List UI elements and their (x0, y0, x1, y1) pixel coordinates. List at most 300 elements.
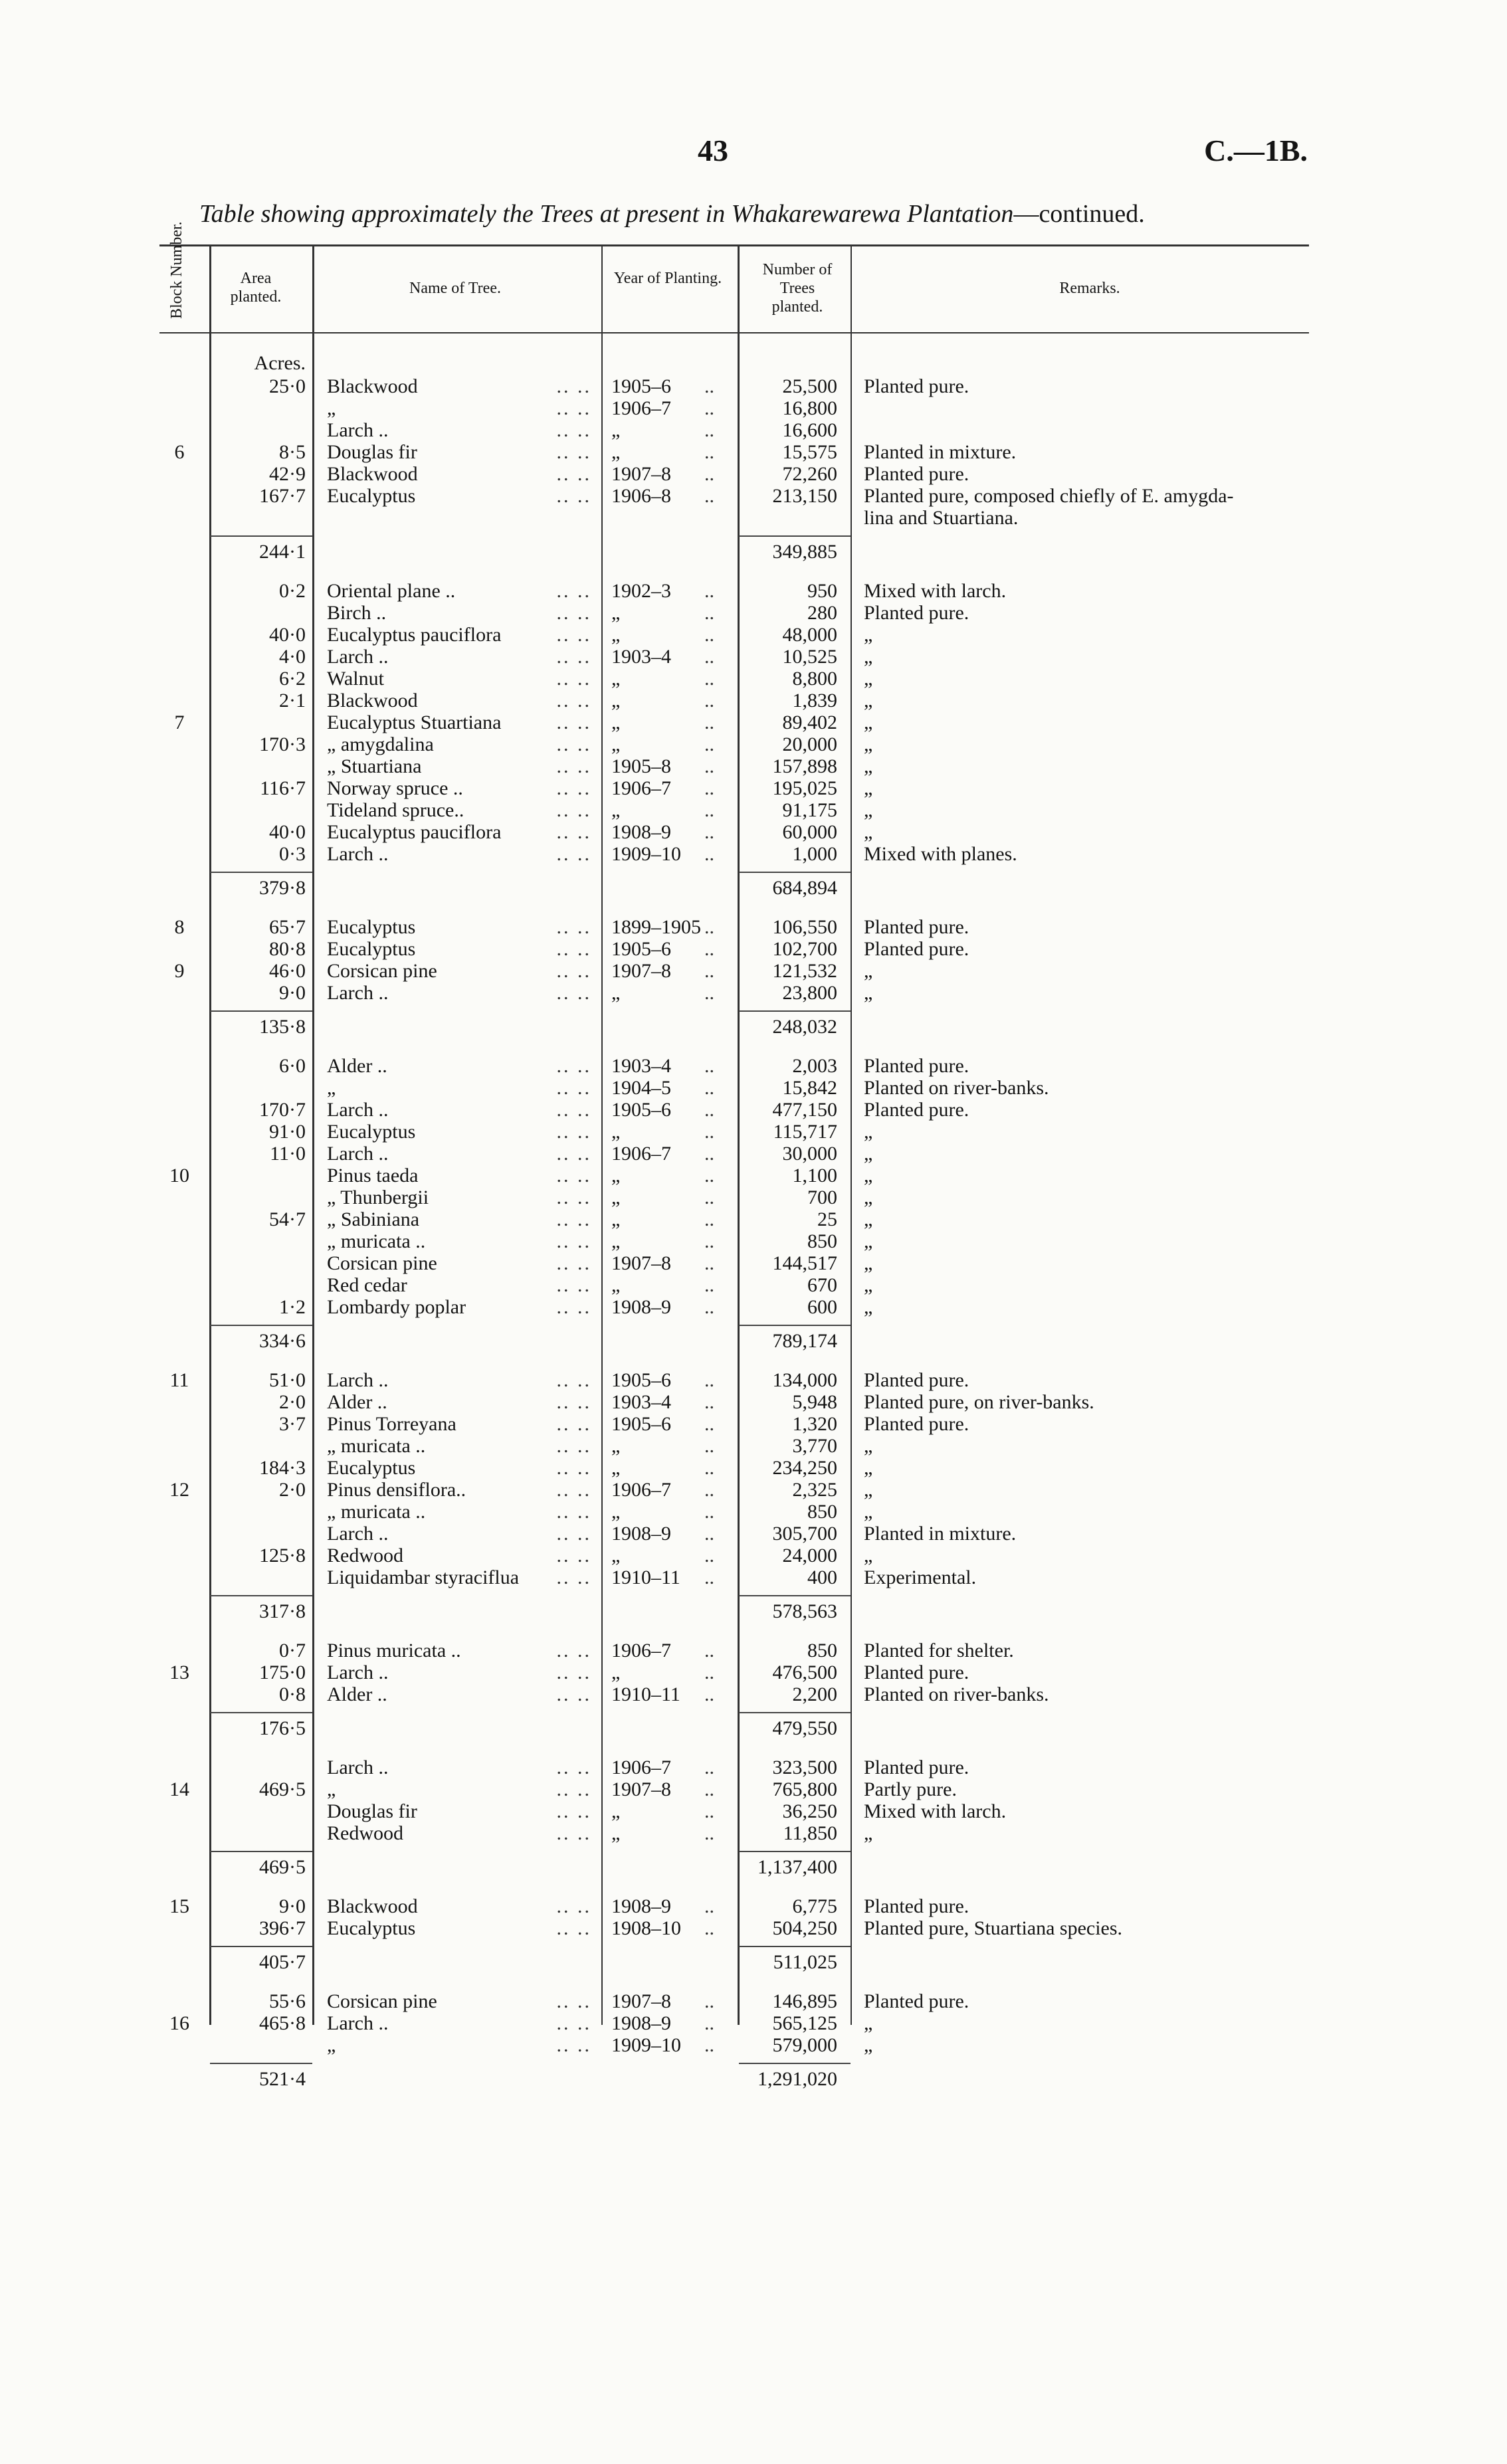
tree-name-cell: Alder .. (327, 1055, 387, 1077)
year-cell: „ (611, 1501, 621, 1523)
trees-count-cell: 10,525 (782, 646, 837, 668)
tree-name-cell: Eucalyptus (327, 1121, 416, 1143)
header-block-number: Block Number. (168, 221, 185, 319)
trees-count-cell: 115,717 (773, 1121, 837, 1143)
year-cell: 1905–6 (611, 1413, 671, 1435)
total-rule-trees (739, 1851, 851, 1852)
leader-dots: .. (704, 982, 714, 1004)
area-cell: 80·8 (269, 938, 306, 960)
table-title (199, 199, 1329, 229)
table-row (0, 938, 1507, 960)
leader-dots: .. (704, 1143, 714, 1165)
leader-dots: .. (704, 1523, 714, 1545)
tree-name-cell: Tideland spruce.. (327, 799, 464, 821)
trees-count-cell: 2,200 (792, 1683, 837, 1705)
tree-name-cell: Larch .. (327, 1369, 389, 1391)
area-cell: 167·7 (259, 485, 306, 507)
area-cell: 65·7 (269, 916, 306, 938)
remarks-cell: „ (864, 1274, 873, 1296)
remarks-cell: Planted pure. (864, 463, 969, 485)
total-trees-count-cell: 1,137,400 (757, 1856, 837, 1878)
leader-dots: .. .. (556, 1252, 591, 1274)
leader-dots: .. .. (556, 2034, 591, 2056)
remarks-cell: Planted pure. (864, 1369, 969, 1391)
table-row (0, 843, 1507, 865)
trees-count-cell: 102,700 (772, 938, 837, 960)
leader-dots: .. (704, 1230, 714, 1252)
block-number-cell: 7 (174, 711, 185, 733)
table-row (0, 982, 1507, 1004)
remarks-cell: „ (864, 2012, 873, 2034)
tree-name-cell: „ (327, 1077, 336, 1099)
tree-name-cell: Eucalyptus pauciflora (327, 624, 502, 646)
total-rule-area (210, 1946, 312, 1947)
leader-dots: .. (704, 441, 714, 463)
trees-count-cell: 25,500 (782, 375, 837, 397)
block-total-row (0, 1856, 1507, 1878)
year-cell: 1899–1905 (611, 916, 701, 938)
tree-name-cell: Walnut (327, 668, 384, 690)
leader-dots: .. (704, 624, 714, 646)
leader-dots: .. (704, 1990, 714, 2012)
year-cell: 1907–8 (611, 1252, 671, 1274)
leader-dots: .. (704, 1055, 714, 1077)
remarks-cell: „ (864, 1208, 873, 1230)
table-row (0, 1457, 1507, 1479)
tree-name-cell: Corsican pine (327, 1990, 437, 2012)
remarks-cell: Partly pure. (864, 1778, 957, 1800)
trees-count-cell: 121,532 (772, 960, 837, 982)
tree-name-cell: Redwood (327, 1822, 403, 1844)
leader-dots: .. (704, 646, 714, 668)
year-cell: 1906–7 (611, 1479, 671, 1501)
table-row (0, 1990, 1507, 2012)
leader-dots: .. .. (556, 711, 591, 733)
year-cell: 1908–9 (611, 1296, 671, 1318)
remarks-cell: „ (864, 1165, 873, 1186)
tree-name-cell: Liquidambar styraciflua (327, 1566, 520, 1588)
block-number-cell: 13 (169, 1661, 189, 1683)
total-rule-area (210, 2063, 312, 2064)
remarks-cell: Planted pure. (864, 1756, 969, 1778)
trees-count-cell: 134,000 (772, 1369, 837, 1391)
leader-dots: .. (704, 1822, 714, 1844)
remarks-cell: Mixed with larch. (864, 580, 1007, 602)
leader-dots: .. .. (556, 1778, 591, 1800)
tree-name-cell: Larch .. (327, 1756, 389, 1778)
year-cell: 1910–11 (611, 1566, 680, 1588)
document-code: C.—1B. (1204, 134, 1308, 167)
leader-dots: .. .. (556, 419, 591, 441)
tree-name-cell: Blackwood (327, 375, 418, 397)
leader-dots: .. (704, 580, 714, 602)
remarks-cell: „ (864, 711, 873, 733)
trees-count-cell: 1,000 (792, 843, 837, 865)
leader-dots: .. (704, 397, 714, 419)
leader-dots: .. (704, 777, 714, 799)
remarks-cell: Planted for shelter. (864, 1640, 1014, 1661)
area-cell: 0·2 (279, 580, 306, 602)
total-rule-trees (739, 1325, 851, 1326)
tree-name-cell: „ (327, 1778, 336, 1800)
total-trees-count-cell: 349,885 (772, 541, 837, 563)
table-row (0, 1640, 1507, 1661)
leader-dots: .. .. (556, 2012, 591, 2034)
year-cell: „ (611, 1435, 621, 1457)
table-row (0, 690, 1507, 711)
area-cell: 170·3 (259, 733, 306, 755)
trees-count-cell: 30,000 (782, 1143, 837, 1165)
year-cell: „ (611, 1274, 621, 1296)
leader-dots: .. (704, 1413, 714, 1435)
remarks-cell: „ (864, 821, 873, 843)
leader-dots: .. (704, 755, 714, 777)
leader-dots: .. .. (556, 375, 591, 397)
remarks-cell: Planted pure. (864, 602, 969, 624)
leader-dots: .. .. (556, 1274, 591, 1296)
tree-name-cell: Blackwood (327, 690, 418, 711)
table-row (0, 668, 1507, 690)
trees-count-cell: 400 (807, 1566, 837, 1588)
table-row (0, 375, 1507, 397)
trees-count-cell: 146,895 (772, 1990, 837, 2012)
total-trees-count-cell: 684,894 (772, 877, 837, 899)
area-cell: 91·0 (269, 1121, 306, 1143)
remarks-cell: „ (864, 1501, 873, 1523)
trees-count-cell: 305,700 (772, 1523, 837, 1545)
year-cell: „ (611, 1800, 621, 1822)
leader-dots: .. .. (556, 441, 591, 463)
leader-dots: .. .. (556, 1435, 591, 1457)
table-row (0, 646, 1507, 668)
year-cell: „ (611, 1661, 621, 1683)
remarks-cell: Planted pure. (864, 1990, 969, 2012)
trees-count-cell: 195,025 (772, 777, 837, 799)
table-row (0, 1545, 1507, 1566)
trees-count-cell: 850 (807, 1501, 837, 1523)
total-rule-area (210, 1010, 312, 1012)
area-cell: 54·7 (269, 1208, 306, 1230)
tree-name-cell: Douglas fir (327, 441, 417, 463)
tree-name-cell: „ (327, 2034, 336, 2056)
area-cell: 465·8 (259, 2012, 306, 2034)
leader-dots: .. .. (556, 690, 591, 711)
table-row (0, 916, 1507, 938)
block-number-cell: 12 (169, 1479, 189, 1501)
table-row (0, 1391, 1507, 1413)
trees-count-cell: 24,000 (782, 1545, 837, 1566)
total-rule-area (210, 1595, 312, 1596)
tree-name-cell: „ amygdalina (327, 733, 434, 755)
leader-dots: .. .. (556, 982, 591, 1004)
year-cell: „ (611, 624, 621, 646)
leader-dots: .. .. (556, 777, 591, 799)
remarks-cell: Planted pure, composed chiefly of E. amygda- (864, 485, 1234, 507)
area-cell: 2·0 (279, 1391, 306, 1413)
remarks-cell: „ (864, 1435, 873, 1457)
tree-name-cell: „ (327, 397, 336, 419)
trees-count-cell: 600 (807, 1296, 837, 1318)
trees-count-cell: 15,575 (782, 441, 837, 463)
remarks-cell: „ (864, 624, 873, 646)
year-cell: 1905–6 (611, 375, 671, 397)
tree-name-cell: Red cedar (327, 1274, 407, 1296)
trees-count-cell: 6,775 (792, 1895, 837, 1917)
year-cell: 1905–6 (611, 938, 671, 960)
year-cell: 1906–7 (611, 1143, 671, 1165)
tree-name-cell: Pinus taeda (327, 1165, 419, 1186)
table-row (0, 2012, 1507, 2034)
tree-name-cell: Larch .. (327, 1143, 389, 1165)
remarks-cell: Planted on river-banks. (864, 1683, 1049, 1705)
year-cell: „ (611, 1208, 621, 1230)
leader-dots: .. .. (556, 938, 591, 960)
table-row (0, 1523, 1507, 1545)
leader-dots: .. .. (556, 1661, 591, 1683)
remarks-cell: „ (864, 1545, 873, 1566)
leader-dots: .. .. (556, 1822, 591, 1844)
trees-count-cell: 3,770 (792, 1435, 837, 1457)
trees-count-cell: 950 (807, 580, 837, 602)
leader-dots: .. .. (556, 580, 591, 602)
tree-name-cell: Eucalyptus Stuartiana (327, 711, 502, 733)
leader-dots: .. .. (556, 916, 591, 938)
area-cell: 0·7 (279, 1640, 306, 1661)
tree-name-cell: Larch .. (327, 1099, 389, 1121)
area-cell: 396·7 (259, 1917, 306, 1939)
remarks-cell: „ (864, 1230, 873, 1252)
total-rule-area (210, 535, 312, 537)
total-rule-trees (739, 1946, 851, 1947)
block-total-row (0, 2068, 1507, 2090)
leader-dots: .. (704, 821, 714, 843)
year-cell: 1910–11 (611, 1683, 680, 1705)
leader-dots: .. (704, 733, 714, 755)
total-rule-trees (739, 2063, 851, 2064)
remarks-cell: Planted in mixture. (864, 441, 1017, 463)
trees-count-cell: 476,500 (772, 1661, 837, 1683)
tree-name-cell: Eucalyptus (327, 1917, 416, 1939)
total-area-cell: 244·1 (259, 541, 306, 563)
header-remarks: Remarks. (1059, 280, 1120, 297)
leader-dots: .. .. (556, 1501, 591, 1523)
trees-count-cell: 670 (807, 1274, 837, 1296)
tree-name-cell: Blackwood (327, 463, 418, 485)
table-row (0, 1208, 1507, 1230)
trees-count-cell: 1,100 (792, 1165, 837, 1186)
leader-dots: .. .. (556, 1391, 591, 1413)
remarks-cell: Planted pure. (864, 1099, 969, 1121)
remarks-cell: Planted pure. (864, 1895, 969, 1917)
year-cell: 1906–7 (611, 777, 671, 799)
acres-unit-row (0, 352, 1507, 374)
leader-dots: .. (704, 843, 714, 865)
year-cell: 1903–4 (611, 1055, 671, 1077)
total-trees-count-cell: 578,563 (772, 1600, 837, 1622)
table-row (0, 1077, 1507, 1099)
remarks-cell: „ (864, 982, 873, 1004)
trees-count-cell: 504,250 (772, 1917, 837, 1939)
remarks-cell: Planted pure, on river-banks. (864, 1391, 1094, 1413)
remarks-cell: Mixed with larch. (864, 1800, 1007, 1822)
area-cell: 6·2 (279, 668, 306, 690)
tree-name-cell: „ muricata .. (327, 1435, 426, 1457)
leader-dots: .. .. (556, 1055, 591, 1077)
area-cell: 2·0 (279, 1479, 306, 1501)
block-number-cell: 11 (169, 1369, 189, 1391)
trees-count-cell: 23,800 (782, 982, 837, 1004)
leader-dots: .. .. (556, 1566, 591, 1588)
area-cell: 3·7 (279, 1413, 306, 1435)
block-total-row (0, 1016, 1507, 1038)
year-cell: „ (611, 668, 621, 690)
year-cell: 1906–8 (611, 485, 671, 507)
trees-count-cell: 72,260 (782, 463, 837, 485)
block-total-row (0, 1330, 1507, 1352)
leader-dots: .. (704, 1369, 714, 1391)
leader-dots: .. .. (556, 1800, 591, 1822)
table-title-continued: —continued. (1013, 200, 1145, 228)
header-year-of-planting: Year of Planting. (613, 270, 722, 287)
tree-name-cell: Redwood (327, 1545, 403, 1566)
year-cell: 1903–4 (611, 1391, 671, 1413)
leader-dots: .. .. (556, 646, 591, 668)
trees-count-cell: 765,800 (772, 1778, 837, 1800)
remarks-cell: „ (864, 668, 873, 690)
trees-count-cell: 2,003 (792, 1055, 837, 1077)
table-row (0, 580, 1507, 602)
table-row (0, 507, 1507, 529)
table-row (0, 463, 1507, 485)
leader-dots: .. (704, 1640, 714, 1661)
leader-dots: .. (704, 485, 714, 507)
trees-count-cell: 144,517 (772, 1252, 837, 1274)
trees-count-cell: 89,402 (782, 711, 837, 733)
table-row (0, 711, 1507, 733)
block-number-cell: 15 (169, 1895, 189, 1917)
table-row (0, 1800, 1507, 1822)
tree-name-cell: Lombardy poplar (327, 1296, 466, 1318)
leader-dots: .. (704, 1435, 714, 1457)
leader-dots: .. .. (556, 1143, 591, 1165)
area-cell: 1·2 (279, 1296, 306, 1318)
trees-count-cell: 60,000 (782, 821, 837, 843)
table-row (0, 777, 1507, 799)
year-cell: 1908–9 (611, 821, 671, 843)
leader-dots: .. .. (556, 1917, 591, 1939)
table-row (0, 821, 1507, 843)
tree-name-cell: Blackwood (327, 1895, 418, 1917)
total-rule-area (210, 872, 312, 873)
page-number: 43 (698, 134, 728, 167)
tree-name-cell: „ muricata .. (327, 1230, 426, 1252)
area-cell: 8·5 (279, 441, 306, 463)
table-row (0, 1369, 1507, 1391)
tree-name-cell: Larch .. (327, 1523, 389, 1545)
year-cell: 1902–3 (611, 580, 671, 602)
total-area-cell: 521·4 (259, 2068, 306, 2090)
tree-name-cell: Larch .. (327, 1661, 389, 1683)
tree-name-cell: Birch .. (327, 602, 387, 624)
trees-count-cell: 1,320 (792, 1413, 837, 1435)
leader-dots: .. (704, 960, 714, 982)
trees-count-cell: 15,842 (782, 1077, 837, 1099)
table-row (0, 1186, 1507, 1208)
year-cell: 1905–6 (611, 1099, 671, 1121)
leader-dots: .. (704, 1274, 714, 1296)
leader-dots: .. (704, 1756, 714, 1778)
tree-name-cell: Larch .. (327, 982, 389, 1004)
total-rule-trees (739, 1010, 851, 1012)
block-total-row (0, 541, 1507, 563)
tree-name-cell: Eucalyptus (327, 485, 416, 507)
leader-dots: .. (704, 1208, 714, 1230)
trees-count-cell: 579,000 (772, 2034, 837, 2056)
table-row (0, 397, 1507, 419)
remarks-cell: „ (864, 1252, 873, 1274)
table-row (0, 1917, 1507, 1939)
leader-dots: .. .. (556, 733, 591, 755)
table-row (0, 1252, 1507, 1274)
total-rule-area (210, 1712, 312, 1713)
remarks-cell: „ (864, 2034, 873, 2056)
year-cell: 1908–9 (611, 2012, 671, 2034)
table-row (0, 960, 1507, 982)
trees-count-cell: 323,500 (772, 1756, 837, 1778)
year-cell: „ (611, 1457, 621, 1479)
year-cell: „ (611, 1121, 621, 1143)
leader-dots: .. .. (556, 1895, 591, 1917)
table-row (0, 1121, 1507, 1143)
trees-count-cell: 8,800 (792, 668, 837, 690)
year-cell: 1906–7 (611, 1756, 671, 1778)
table-row (0, 1756, 1507, 1778)
tree-name-cell: Alder .. (327, 1683, 387, 1705)
tree-name-cell: Pinus Torreyana (327, 1413, 456, 1435)
table-row (0, 602, 1507, 624)
trees-count-cell: 565,125 (772, 2012, 837, 2034)
area-cell: 11·0 (270, 1143, 306, 1165)
leader-dots: .. (704, 799, 714, 821)
trees-count-cell: 5,948 (792, 1391, 837, 1413)
area-cell: 4·0 (279, 646, 306, 668)
leader-dots: .. .. (556, 397, 591, 419)
year-cell: 1908–9 (611, 1523, 671, 1545)
leader-dots: .. .. (556, 1756, 591, 1778)
block-number-cell: 16 (169, 2012, 189, 2034)
header-name-of-tree: Name of Tree. (409, 280, 501, 297)
leader-dots: .. (704, 916, 714, 938)
leader-dots: .. (704, 1800, 714, 1822)
block-total-row (0, 1951, 1507, 1973)
leader-dots: .. .. (556, 624, 591, 646)
area-cell: 55·6 (269, 1990, 306, 2012)
remarks-cell: Planted on river-banks. (864, 1077, 1049, 1099)
table-row (0, 1501, 1507, 1523)
table-row (0, 485, 1507, 507)
remarks-cell: „ (864, 960, 873, 982)
leader-dots: .. .. (556, 1545, 591, 1566)
year-cell: „ (611, 733, 621, 755)
remarks-cell: „ (864, 755, 873, 777)
remarks-cell: Planted pure. (864, 1661, 969, 1683)
leader-dots: .. .. (556, 1457, 591, 1479)
year-cell: 1908–9 (611, 1895, 671, 1917)
trees-count-cell: 36,250 (782, 1800, 837, 1822)
year-cell: „ (611, 690, 621, 711)
table-row (0, 2034, 1507, 2056)
table-row (0, 441, 1507, 463)
